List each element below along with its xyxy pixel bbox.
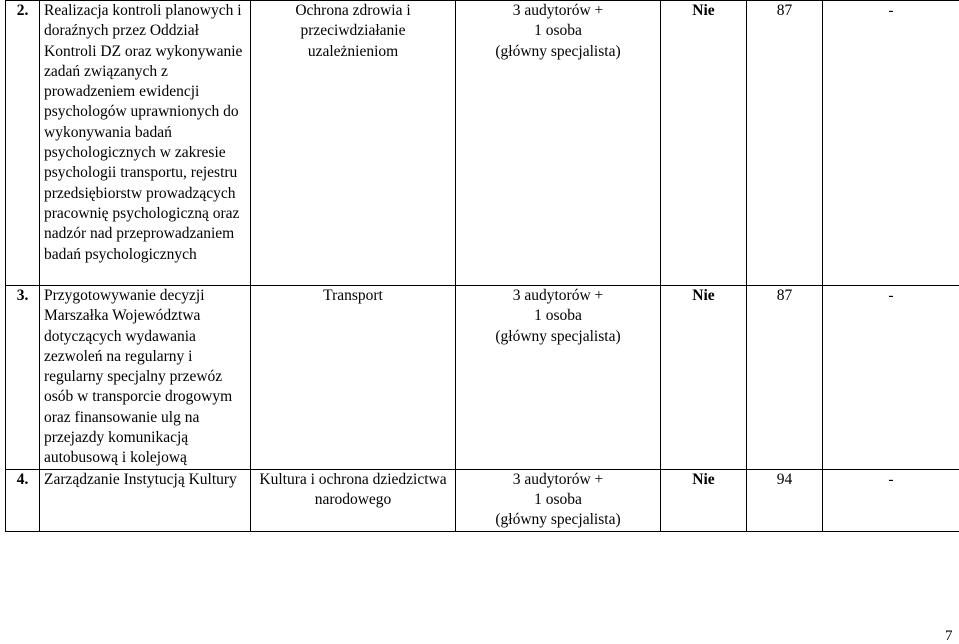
row-dash: - [823, 286, 959, 470]
row-score: 87 [747, 1, 823, 286]
row-dash: - [823, 469, 959, 531]
table-row [6, 469, 959, 531]
row-number: 3. [6, 286, 40, 470]
row-area: Transport [251, 286, 456, 470]
row-score: 87 [747, 286, 823, 470]
row-nie: Nie [661, 469, 747, 531]
row-number: 2. [6, 1, 40, 286]
table-row [6, 286, 959, 470]
staff-line: (główny specjalista) [495, 511, 621, 529]
row-nie: Nie [661, 286, 747, 470]
row-description: Przygotowywanie decyzji Marszałka Województwa dotyczących wydawania zezwoleń na regularny i regularny specjalny przewóz osób w transporcie drogowym oraz finansowanie ulg na przejazdy komunikacją autobusową i kolejową [40, 286, 251, 470]
row-nie: Nie [661, 1, 747, 286]
row-dash: - [823, 1, 959, 286]
row-description: Realizacja kontroli planowych i doraźnych przez Oddział Kontroli DZ oraz wykonywanie zadań związanych z prowadzeniem ewidencji psychologów uprawnionych do wykonywania badań psychologicznych w zakresie psychologii transportu, rejestru przedsiębiorstw prowadzących pracownię psychologiczną oraz nadzór nad przeprowadzaniem badań psychologicznych [40, 1, 251, 286]
staff-line: 3 audytorów + [512, 2, 604, 19]
staff-line: 1 osoba [534, 490, 582, 508]
row-description: Zarządzanie Instytucją Kultury [40, 469, 251, 531]
staff-line: 1 osoba [534, 22, 582, 40]
row-number: 4. [6, 469, 40, 531]
staff-line: (główny specjalista) [495, 327, 621, 345]
row-area: Ochrona zdrowia i przeciwdziałanie uzależnieniom [251, 1, 456, 286]
audit-table [5, 0, 959, 532]
staff-line: (główny specjalista) [495, 42, 621, 60]
row-staff [456, 469, 661, 531]
page-number: 7 [945, 628, 953, 644]
row-staff [456, 286, 661, 470]
staff-line: 1 osoba [534, 307, 582, 325]
staff-line: 3 audytorów + [512, 287, 604, 304]
row-staff [456, 1, 661, 286]
row-score: 94 [747, 469, 823, 531]
staff-line: 3 audytorów + [512, 470, 604, 488]
row-area: Kultura i ochrona dziedzictwa narodowego [251, 469, 456, 531]
table-row [6, 1, 959, 286]
